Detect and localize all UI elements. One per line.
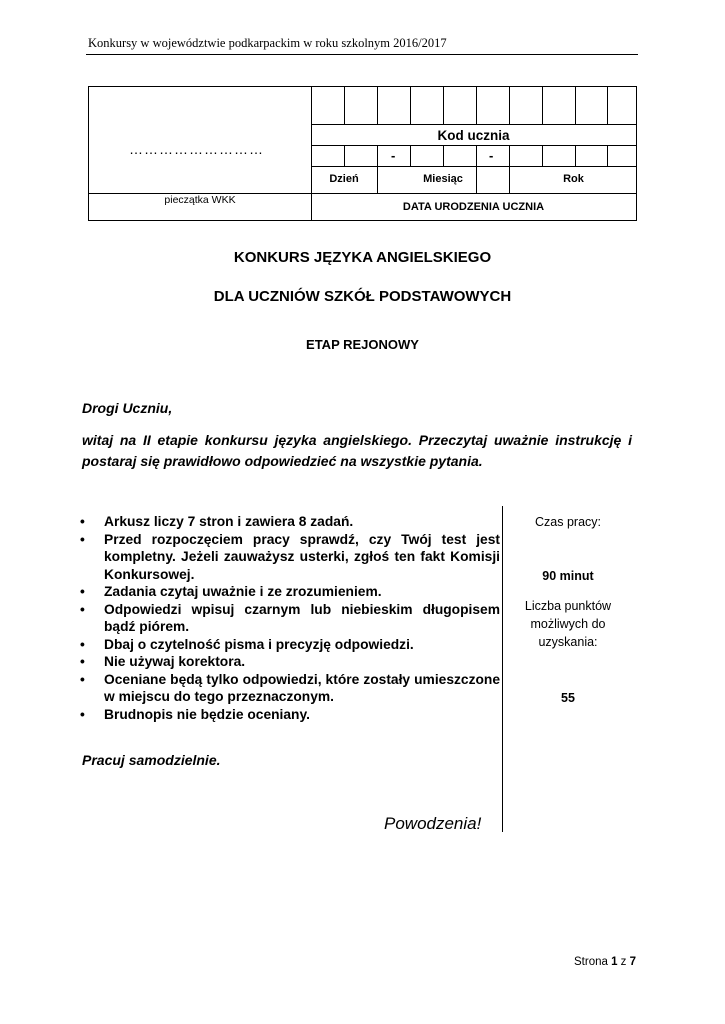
intro-text: witaj na II etapie konkursu języka angielskiego. Przeczytaj uważnie instrukcję i postaraj się prawidłowo odpowiedzieć na wszystkie pytania. xyxy=(82,432,632,469)
student-code-label: Kod ucznia xyxy=(437,128,510,143)
list-item: • Przed rozpoczęciem pracy sprawdź, czy Twój test jest kompletny. Jeżeli zauważysz usterki, zgłoś ten fakt Komisji Konkursowej. xyxy=(80,531,500,582)
column-divider xyxy=(502,506,503,832)
date-cell xyxy=(509,145,510,193)
date-cell xyxy=(542,145,543,166)
code-cell xyxy=(410,87,411,124)
date-labels-bottom xyxy=(311,193,636,194)
bullet-icon: • xyxy=(80,531,85,547)
date-cell xyxy=(607,145,608,166)
code-cell xyxy=(542,87,543,124)
date-cell xyxy=(575,145,576,166)
list-item: • Oceniane będą tylko odpowiedzi, które zostały umieszczone w miejscu do tego przeznaczonym. xyxy=(80,671,500,704)
bullet-icon: • xyxy=(80,654,85,669)
date-of-birth-label: DATA URODZENIA UCZNIA xyxy=(402,201,545,213)
code-cell xyxy=(443,87,444,124)
list-item: • Brudnopis nie będzie oceniany. xyxy=(80,706,310,722)
date-cell xyxy=(344,145,345,166)
bullet-icon: • xyxy=(80,671,85,687)
running-header: Konkursy w województwie podkarpackim w roku szkolnym 2016/2017 xyxy=(88,36,447,50)
year-label: Rok xyxy=(563,173,584,185)
date-cell xyxy=(377,145,378,193)
bullet-icon: • xyxy=(80,601,85,617)
points-label: Liczba punktów możliwych do uzyskania: xyxy=(524,599,612,649)
list-item: • Arkusz liczy 7 stron i zawiera 8 zadań. xyxy=(80,514,354,529)
stamp-placeholder: ……………………… xyxy=(129,141,264,157)
page-number: Strona 1 z 7 xyxy=(574,956,637,968)
date-dash: - xyxy=(489,148,494,163)
code-cell xyxy=(607,87,608,124)
good-luck: Powodzenia! xyxy=(384,814,482,833)
bullet-icon: • xyxy=(80,584,85,599)
contest-title: KONKURS JĘZYKA ANGIELSKIEGO xyxy=(233,249,492,266)
list-item: • Dbaj o czytelność pisma i precyzję odpowiedzi. xyxy=(80,636,414,652)
bullet-icon: • xyxy=(80,514,85,529)
header-divider xyxy=(86,54,638,55)
time-label: Czas pracy: xyxy=(535,515,601,529)
code-cell xyxy=(476,87,477,124)
contest-subtitle: DLA UCZNIÓW SZKÓŁ PODSTAWOWYCH xyxy=(213,288,512,305)
code-cell xyxy=(509,87,510,124)
list-item: • Zadania czytaj uważnie i ze zrozumieniem. xyxy=(80,584,382,599)
instructions-list xyxy=(80,513,500,723)
bullet-icon: • xyxy=(80,706,85,722)
date-cell xyxy=(443,145,444,166)
work-alone-note: Pracuj samodzielnie. xyxy=(82,752,221,768)
date-cell xyxy=(410,145,411,166)
date-cell xyxy=(476,145,477,193)
student-id-box xyxy=(88,86,637,221)
month-label: Miesiąc xyxy=(423,173,463,185)
list-item: • Odpowiedzi wpisuj czarnym lub niebieskim długopisem bądź piórem. xyxy=(80,601,500,634)
code-label-bottom xyxy=(311,145,636,146)
date-dash: - xyxy=(391,148,396,163)
code-cell xyxy=(377,87,378,124)
bullet-icon: • xyxy=(80,636,85,652)
list-item: • Nie używaj korektora. xyxy=(80,654,246,669)
time-value: 90 minut xyxy=(542,569,594,583)
date-cells-bottom xyxy=(311,166,636,167)
day-label: Dzień xyxy=(329,173,359,185)
code-cells-bottom xyxy=(311,124,636,125)
greeting: Drogi Uczniu, xyxy=(82,400,173,416)
code-cell xyxy=(344,87,345,124)
contest-stage: ETAP REJONOWY xyxy=(306,337,419,352)
code-cell xyxy=(575,87,576,124)
points-value: 55 xyxy=(561,691,575,705)
stamp-label: pieczątka WKK xyxy=(164,194,236,206)
